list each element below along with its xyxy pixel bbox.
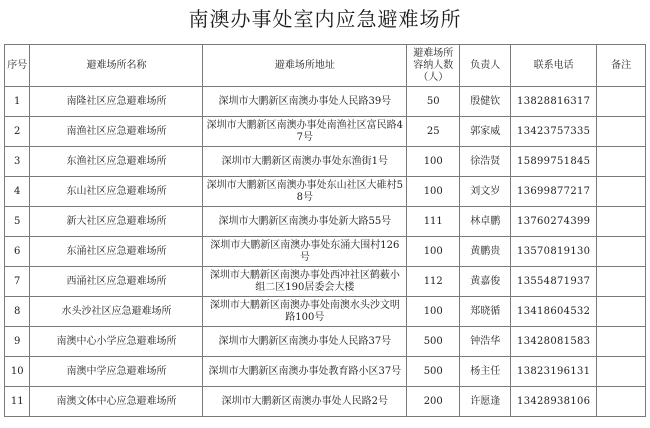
cell-responsible: 刘文岁	[460, 177, 511, 207]
cell-name: 新大社区应急避难场所	[30, 207, 203, 237]
header-capacity: 避难场所容纳人数（人）	[407, 45, 460, 87]
cell-capacity: 500	[407, 357, 460, 387]
table-row	[5, 327, 646, 357]
cell-address: 深圳市大鹏新区南澳办事处东渔街1号	[203, 147, 407, 177]
table-row	[5, 297, 646, 327]
cell-phone: 13570819130	[511, 237, 597, 267]
cell-address: 深圳市大鹏新区南澳办事处南渔社区富民路47号	[203, 117, 407, 147]
table-row	[5, 357, 646, 387]
cell-note	[597, 267, 646, 297]
cell-address: 深圳市大鹏新区南澳办事处东山社区大碓村58号	[203, 177, 407, 207]
table-row	[5, 267, 646, 297]
header-seq: 序号	[5, 45, 30, 87]
cell-name: 南澳中学应急避难场所	[30, 357, 203, 387]
cell-capacity: 25	[407, 117, 460, 147]
cell-seq: 7	[5, 267, 30, 297]
cell-note	[597, 87, 646, 117]
cell-phone: 15899751845	[511, 147, 597, 177]
cell-responsible: 徐浩贤	[460, 147, 511, 177]
cell-name: 南渔社区应急避难场所	[30, 117, 203, 147]
cell-capacity: 112	[407, 267, 460, 297]
cell-name: 南澳文体中心应急避难场所	[30, 387, 203, 417]
cell-name: 南隆社区应急避难场所	[30, 87, 203, 117]
cell-note	[597, 387, 646, 417]
cell-responsible: 许愿逢	[460, 387, 511, 417]
table-row	[5, 87, 646, 117]
cell-capacity: 100	[407, 177, 460, 207]
table-row	[5, 117, 646, 147]
cell-phone: 13823196131	[511, 357, 597, 387]
cell-phone: 13423757335	[511, 117, 597, 147]
cell-phone: 13418604532	[511, 297, 597, 327]
cell-responsible: 黄鹏贵	[460, 237, 511, 267]
cell-seq: 2	[5, 117, 30, 147]
cell-responsible: 林卓鹏	[460, 207, 511, 237]
header-name: 避难场所名称	[30, 45, 203, 87]
cell-capacity: 100	[407, 147, 460, 177]
cell-capacity: 200	[407, 387, 460, 417]
cell-responsible: 杨主任	[460, 357, 511, 387]
cell-address: 深圳市大鹏新区南澳办事处南澳水头沙文明路100号	[203, 297, 407, 327]
cell-name: 东山社区应急避难场所	[30, 177, 203, 207]
cell-note	[597, 177, 646, 207]
cell-responsible: 殷健钦	[460, 87, 511, 117]
table-row	[5, 387, 646, 417]
cell-address: 深圳市大鹏新区南澳办事处人民路37号	[203, 327, 407, 357]
cell-phone: 13828816317	[511, 87, 597, 117]
cell-seq: 5	[5, 207, 30, 237]
cell-note	[597, 147, 646, 177]
cell-note	[597, 207, 646, 237]
cell-name: 东涌社区应急避难场所	[30, 237, 203, 267]
cell-seq: 10	[5, 357, 30, 387]
header-address: 避难场所地址	[203, 45, 407, 87]
cell-capacity: 100	[407, 297, 460, 327]
cell-phone: 13699877217	[511, 177, 597, 207]
cell-note	[597, 237, 646, 267]
cell-address: 深圳市大鹏新区南澳办事处教育路小区37号	[203, 357, 407, 387]
cell-note	[597, 357, 646, 387]
cell-seq: 1	[5, 87, 30, 117]
cell-capacity: 50	[407, 87, 460, 117]
cell-capacity: 100	[407, 237, 460, 267]
cell-phone: 13554871937	[511, 267, 597, 297]
cell-note	[597, 327, 646, 357]
cell-seq: 11	[5, 387, 30, 417]
cell-name: 水头沙社区应急避难场所	[30, 297, 203, 327]
cell-responsible: 郭家威	[460, 117, 511, 147]
header-note: 备注	[597, 45, 646, 87]
cell-address: 深圳市大鹏新区南澳办事处人民路2号	[203, 387, 407, 417]
cell-responsible: 郑晓循	[460, 297, 511, 327]
cell-phone: 13760274399	[511, 207, 597, 237]
table-row	[5, 177, 646, 207]
cell-seq: 8	[5, 297, 30, 327]
cell-name: 南澳中心小学应急避难场所	[30, 327, 203, 357]
table-header-row	[5, 45, 646, 87]
cell-address: 深圳市大鹏新区南澳办事处东涌大围村126号	[203, 237, 407, 267]
header-responsible: 负责人	[460, 45, 511, 87]
cell-name: 东渔社区应急避难场所	[30, 147, 203, 177]
cell-phone: 13428938106	[511, 387, 597, 417]
cell-address: 深圳市大鹏新区南澳办事处新大路55号	[203, 207, 407, 237]
cell-capacity: 111	[407, 207, 460, 237]
table-row	[5, 207, 646, 237]
cell-note	[597, 117, 646, 147]
cell-name: 西涌社区应急避难场所	[30, 267, 203, 297]
cell-responsible: 黄嘉俊	[460, 267, 511, 297]
cell-seq: 6	[5, 237, 30, 267]
shelter-table	[4, 44, 646, 417]
header-phone: 联系电话	[511, 45, 597, 87]
cell-seq: 3	[5, 147, 30, 177]
table-row	[5, 237, 646, 267]
cell-capacity: 500	[407, 327, 460, 357]
cell-responsible: 钟浩华	[460, 327, 511, 357]
cell-seq: 9	[5, 327, 30, 357]
cell-note	[597, 297, 646, 327]
table-row	[5, 147, 646, 177]
cell-address: 深圳市大鹏新区南澳办事处西冲社区鹤薮小组二区190居委会大楼	[203, 267, 407, 297]
cell-seq: 4	[5, 177, 30, 207]
page-title: 南澳办事处室内应急避难场所	[188, 7, 462, 31]
cell-address: 深圳市大鹏新区南澳办事处人民路39号	[203, 87, 407, 117]
cell-phone: 13428081583	[511, 327, 597, 357]
